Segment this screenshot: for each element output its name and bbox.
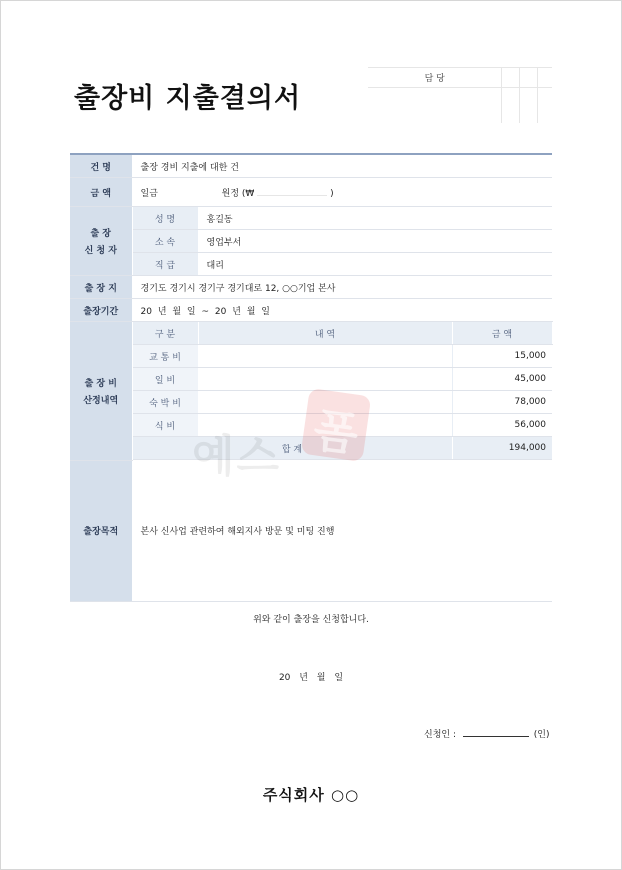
traveler-rank-value[interactable]: 대리 xyxy=(198,253,552,276)
applicant-signature xyxy=(424,727,549,740)
approval-sign-cell[interactable] xyxy=(502,88,520,124)
amount-close: ) xyxy=(330,188,334,199)
period-label: 출장기간 xyxy=(70,299,132,322)
approval-sign-cell[interactable] xyxy=(537,88,552,124)
expense-total-value[interactable]: 194,000 xyxy=(452,437,552,460)
expense-detail-daily[interactable] xyxy=(198,368,452,391)
traveler-rank-label: 직 급 xyxy=(132,253,198,276)
traveler-label-line1: 출 장 xyxy=(90,229,112,239)
expense-detail-lodging[interactable] xyxy=(198,391,452,414)
expense-total-label: 합 계 xyxy=(132,437,452,460)
approval-sign-cell[interactable] xyxy=(368,88,502,124)
traveler-name-label: 성 명 xyxy=(132,207,198,230)
expense-type-transport: 교 통 비 xyxy=(132,345,198,368)
traveler-label-line2: 신 청 자 xyxy=(84,246,117,256)
destination-value[interactable]: 경기도 경기시 경기구 경기대로 12, ○○기업 본사 xyxy=(132,276,552,299)
expense-type-meals: 식 비 xyxy=(132,414,198,437)
approval-cell[interactable] xyxy=(520,68,538,88)
expenses-header-detail: 내 역 xyxy=(198,322,452,345)
applicant-label: 신청인 : xyxy=(424,730,456,740)
amount-number-blank[interactable] xyxy=(257,187,327,196)
purpose-label: 출장목적 xyxy=(70,460,132,601)
purpose-value[interactable]: 본사 신사업 관련하여 해외지사 방문 및 미팅 진행 xyxy=(132,460,552,601)
expenses-label xyxy=(70,322,132,461)
amount-suffix: 원정 (₩ xyxy=(221,188,255,199)
document-title: 출장비 지출결의서 xyxy=(74,83,302,114)
request-statement: 위와 같이 출장을 신청합니다. xyxy=(253,615,369,625)
expenses-label-line1: 출 장 비 xyxy=(84,378,117,389)
approval-sign-cell[interactable] xyxy=(520,88,538,124)
approval-label: 담 당 xyxy=(368,68,502,88)
approval-cell[interactable] xyxy=(537,68,552,88)
amount-prefix: 일금 xyxy=(140,188,158,199)
approval-cell[interactable] xyxy=(502,68,520,88)
traveler-dept-label: 소 속 xyxy=(132,230,198,253)
destination-label: 출 장 지 xyxy=(70,276,132,299)
expense-type-lodging: 숙 박 비 xyxy=(132,391,198,414)
period-value[interactable]: 20 년 월 일 ~ 20 년 월 일 xyxy=(132,299,552,322)
amount-label: 금 액 xyxy=(70,178,132,207)
expenses-header-type: 구 분 xyxy=(132,322,198,345)
expense-detail-meals[interactable] xyxy=(198,414,452,437)
applicant-seal-label: (인) xyxy=(533,730,550,740)
traveler-name-value[interactable]: 홍길동 xyxy=(198,207,552,230)
amount-field[interactable] xyxy=(132,178,552,207)
expense-amount-daily[interactable]: 45,000 xyxy=(452,368,552,391)
expenses-header-amount: 금 액 xyxy=(452,322,552,345)
request-date[interactable]: 20 년 월 일 xyxy=(278,673,344,683)
expense-type-daily: 일 비 xyxy=(132,368,198,391)
expense-amount-lodging[interactable]: 78,000 xyxy=(452,391,552,414)
expense-form-table xyxy=(70,153,553,602)
expense-amount-meals[interactable]: 56,000 xyxy=(452,414,552,437)
applicant-name-blank[interactable] xyxy=(463,727,529,737)
subject-value[interactable]: 출장 경비 지출에 대한 건 xyxy=(132,154,552,178)
expense-detail-transport[interactable] xyxy=(198,345,452,368)
expenses-label-line2: 산정내역 xyxy=(83,395,119,406)
traveler-label xyxy=(70,207,132,276)
expense-amount-transport[interactable]: 15,000 xyxy=(452,345,552,368)
traveler-dept-value[interactable]: 영업부서 xyxy=(198,230,552,253)
approval-box xyxy=(368,67,552,123)
watermark-glyph: 폼 xyxy=(310,402,362,462)
subject-label: 건 명 xyxy=(70,154,132,178)
company-name: 주식회사 ○○ xyxy=(262,786,360,804)
